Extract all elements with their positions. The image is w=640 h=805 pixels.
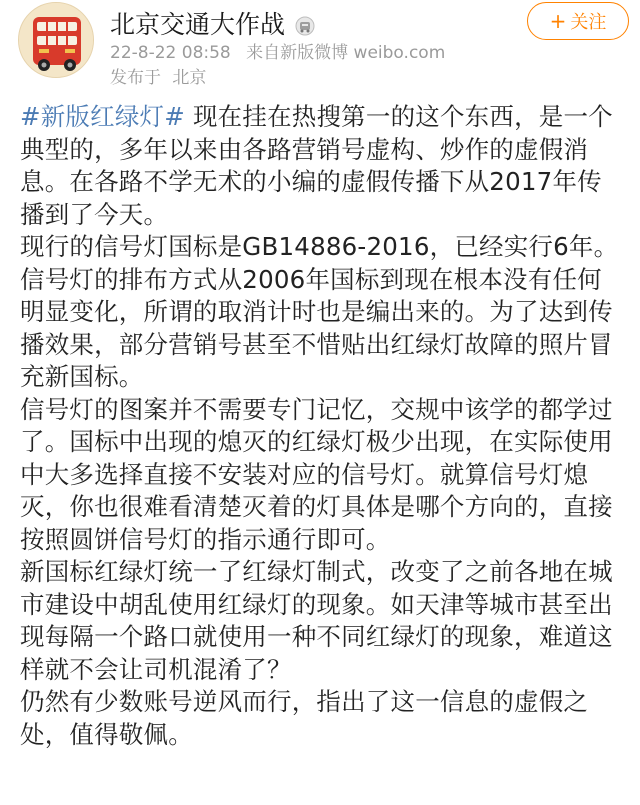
bus-avatar-icon [19, 3, 94, 78]
location-name: 北京 [172, 68, 207, 88]
paragraph-text: 现在挂在热搜第一的这个东西，是一个典型的，多年以来由各路营销号虚构、炒作的虚假消息。在各路不学无术的小编的虚假传播下从2017年传播到了今天。 [20, 102, 613, 229]
paragraph: 现行的信号灯国标是GB14886-2016，已经实行6年。信号灯的排布方式从2006年国标到现在根本没有任何明显变化，所谓的取消计时也是编出来的。为了达到传播效果，部分营销号甚至不惜贴出红绿灯故障的照片冒充新国标。 [20, 232, 619, 391]
post-date: 22-8-22 08:58 [110, 43, 231, 63]
post-content [20, 101, 620, 751]
post-header [0, 0, 640, 95]
follow-button[interactable] [527, 2, 629, 40]
user-name[interactable]: 北京交通大作战 [110, 10, 286, 39]
plus-icon: + [549, 9, 567, 33]
follow-label: 关注 [570, 12, 607, 33]
post-source[interactable]: 来自新版微博 weibo.com [246, 43, 446, 63]
avatar[interactable] [18, 2, 94, 78]
hashtag-link[interactable]: #新版红绿灯# [20, 102, 185, 131]
location-prefix: 发布于 [110, 68, 161, 88]
post-location [110, 63, 206, 88]
paragraph: 新国标红绿灯统一了红绿灯制式，改变了之前各地在城市建设中胡乱使用红绿灯的现象。如天津等城市甚至出现每隔一个路口就使用一种不同红绿灯的现象，难道这样就不会让司机混淆了？ [20, 557, 613, 684]
user-name-row [110, 5, 315, 41]
user-badge-icon [295, 13, 315, 33]
paragraph: 仍然有少数账号逆风而行，指出了这一信息的虚假之处，值得敬佩。 [20, 687, 589, 749]
paragraph: 信号灯的图案并不需要专门记忆，交规中该学的都学过了。国标中出现的熄灭的红绿灯极少出现，在实际使用中大多选择直接不安装对应的信号灯。就算信号灯熄灭，你也很难看清楚灭着的灯具体是哪个方向的，直接按照圆饼信号灯的指示通行即可。 [20, 394, 613, 554]
post-meta [110, 38, 445, 63]
paragraph [20, 101, 620, 231]
